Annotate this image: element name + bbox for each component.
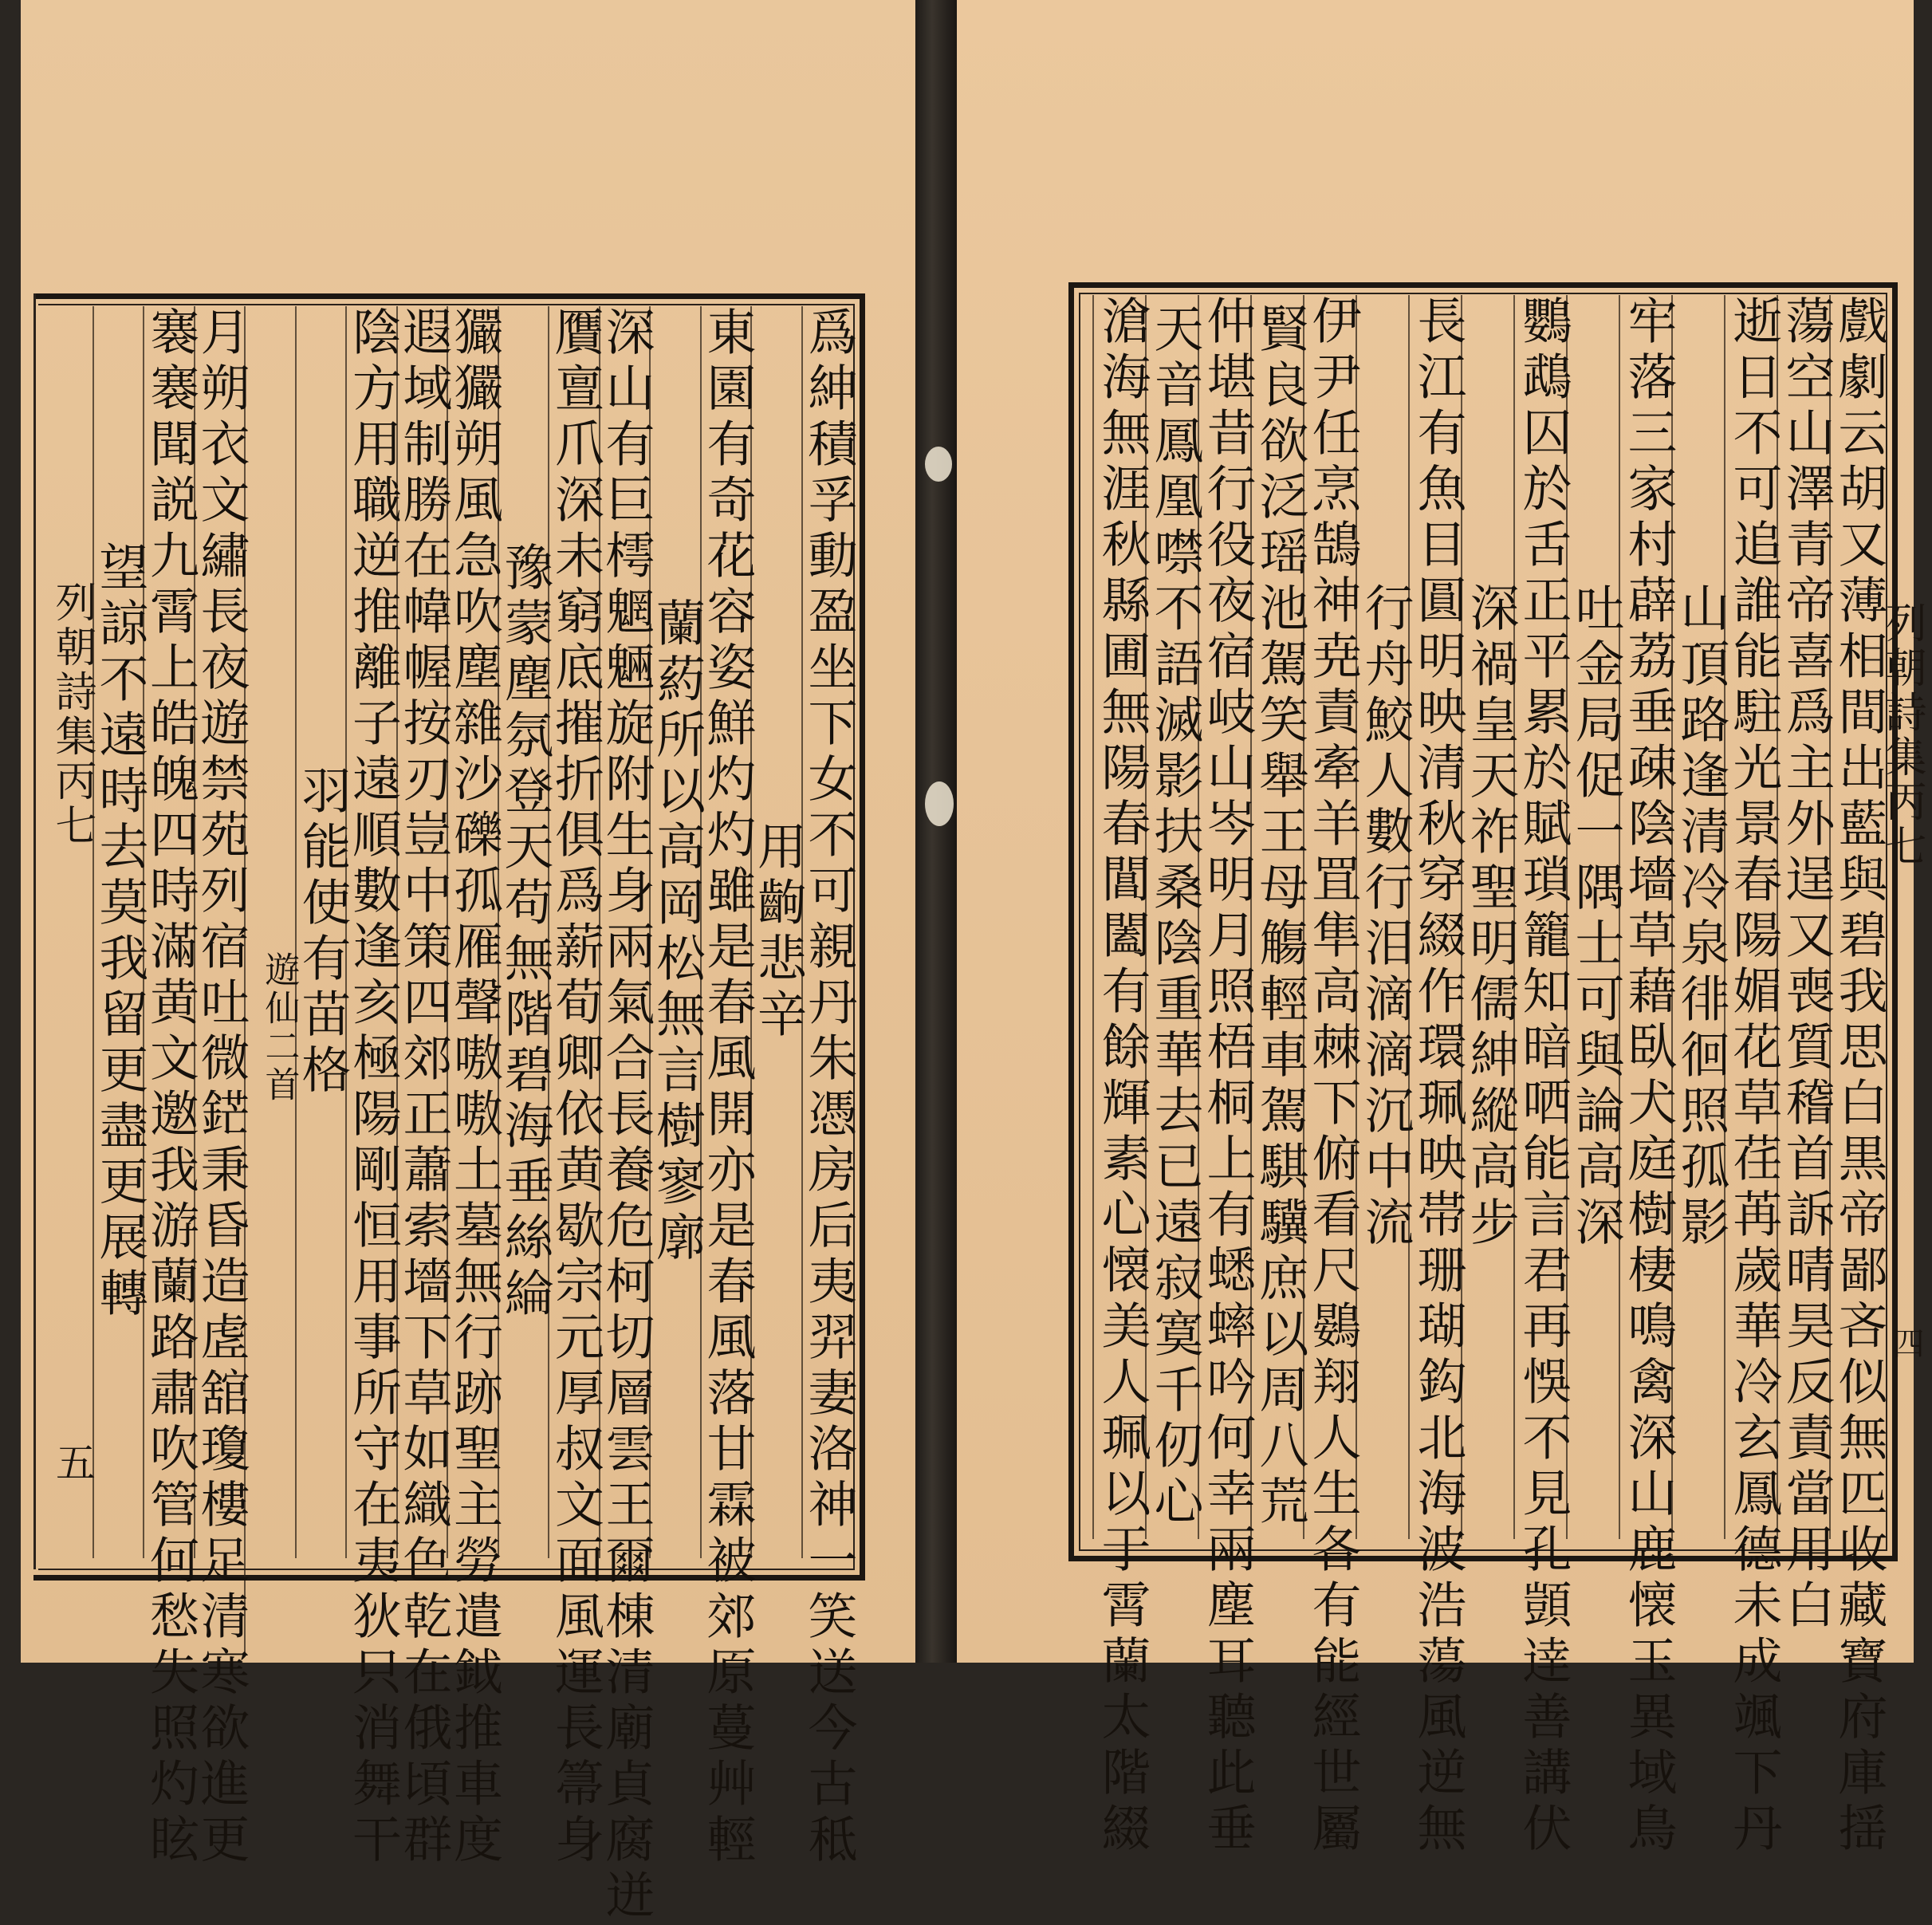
text-column: 蘭葯所以高岡松無言樹寥廓: [649, 306, 702, 1558]
banxin-title: 列朝詩集丙七: [1878, 601, 1926, 869]
banxin-title: 列朝詩集丙七: [48, 581, 96, 848]
text-column: 遐域制勝在幃幄按刃豈中策四郊正蕭索墻下草如織色乾在俄頃群: [395, 306, 453, 1869]
text-column: 伊尹任烹鵠神尭責牽羊罝隼高棘下俯看尺鷃翔人生各有能經世屬: [1304, 295, 1362, 1858]
poem-heading: 遊仙二首: [244, 306, 297, 1654]
text-column: 月朔衣文繡長夜遊禁苑列宿吐微鋩秉昏造虗舘瓊樓足清寒欲進更: [192, 306, 250, 1869]
text-column: 戲劇云胡又薄相間出藍與碧我思白黒帝鄙吝似無匹收藏寶府庫揺: [1830, 295, 1888, 1858]
book-gutter: [915, 0, 957, 1663]
text-column: 陰方用職逆推離子遠順數逢亥極陽剛恒用事所守在夷狄只消舞干: [344, 306, 403, 1869]
paper-hole: [925, 781, 954, 826]
text-column: 長江有魚目圓明映清秋穿綴作環珮映帯珊瑚鈎北海波浩蕩風逆無: [1409, 295, 1467, 1858]
text-column: 望諒不遠時去莫我留更盡更展轉: [92, 306, 145, 1558]
text-column: 羽能使有苗格: [295, 306, 348, 1558]
left-banxin: [33, 293, 95, 1569]
banxin-page-number: 五: [49, 1442, 96, 1485]
right-banxin: [1878, 282, 1926, 1550]
text-column: 鸚鵡囚於舌正平累於賦瑣籠知暗哂能言君再悞不見孔顗逹善講伏: [1514, 295, 1572, 1858]
banxin-page-number: 四: [1887, 1327, 1924, 1362]
text-column: 爲紳積孚動盈坐下女不可親丹朱憑房后夷羿妻洛神一笑送今古秪: [800, 306, 858, 1869]
text-column: 褰褰聞説九霄上皓魄四時滿黄文邀我游蘭路肅吹管何愁失照灼眩: [141, 306, 200, 1869]
text-column: 深山有巨樗魍魎旋附生身兩氣合長養危柯切層雲王爾棟清廟貞腐迸: [597, 306, 655, 1925]
text-column: 牢落三家村薜荔垂疎陰墻草藉臥犬庭樹棲鳴禽深山鹿懐玉異域鳥: [1619, 295, 1678, 1858]
text-column: 滄海無涯秋縣圃無陽春閶闔有餘輝素心懐美人珮以于霄蘭太階綴: [1093, 295, 1151, 1858]
text-column: 逝日不可追誰能駐光景春陽媚花草荏苒歲華冷玄鳳德未成颯下丹: [1725, 295, 1783, 1858]
text-column: 豫蒙塵氛登天苟無階碧海垂絲綸: [498, 306, 550, 1558]
text-column: 玁玁朔風急吹塵雜沙礫孤雁聲嗷嗷土墓無行跡聖主勞遣鉞推車度: [445, 306, 504, 1869]
text-column: 蕩空山澤青帝喜爲主外逞又喪質稽首訴晴昊反責當用白: [1777, 295, 1836, 1635]
text-column: 天音鳳凰噤不語滅影扶桑陰重華去已遠寂寞千仞心: [1145, 295, 1199, 1539]
text-column: 用齣悲辛: [750, 306, 803, 1558]
text-column: 吐金局促一隅士可與論高深: [1566, 295, 1620, 1539]
text-column: 仲堪昔行役夜宿岐山岑明月照梧桐上有蟋蟀吟何幸兩塵耳聽此垂: [1198, 295, 1257, 1858]
paper-hole: [925, 447, 952, 482]
text-column: 東園有奇花容姿鮮灼灼雖是春風開亦是春風落甘霖被郊原蔓艸輕: [698, 306, 757, 1869]
text-column: 山頂路逢清冷泉徘徊照孤影: [1671, 295, 1725, 1539]
text-column: 行舟鮫人數行泪滴滴沉中流: [1356, 295, 1410, 1539]
text-column: 深禍皇天祚聖明儒紳縱高步: [1461, 295, 1515, 1539]
text-column: 賢良欲泛瑶池駕笑舉王母觴輕車駕騏驥庶以周八荒: [1250, 295, 1304, 1539]
text-column: 贋亶爪深未窮底摧折俱爲薪荀卿依黄歇宗元厚叔文面風運長箒身: [546, 306, 605, 1869]
